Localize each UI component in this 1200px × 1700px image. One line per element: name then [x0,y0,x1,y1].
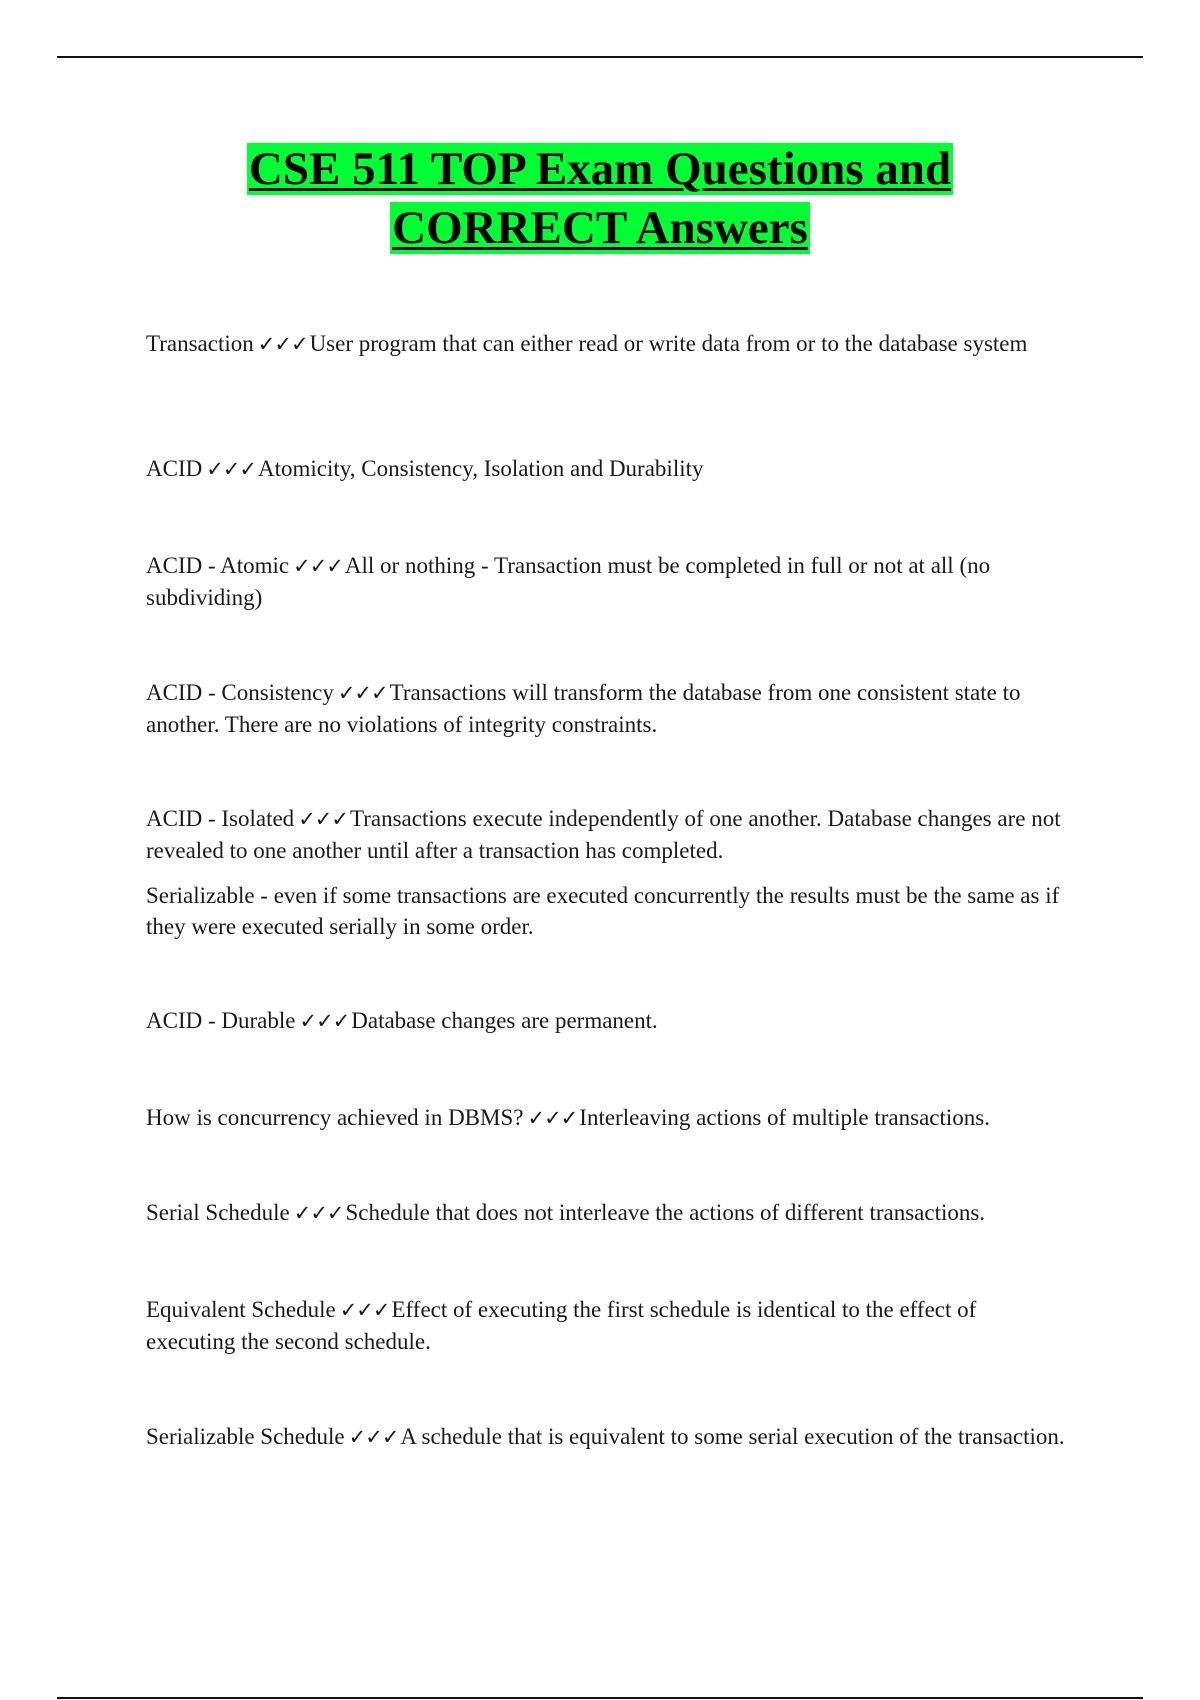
qa-item-acid-consistency [146,677,1066,740]
qa-item-transaction [146,328,1066,360]
qa-answer: User program that can either read or write data from or to the database system [309,331,1028,356]
qa-item-acid-durable [146,1005,1066,1037]
page-title [0,140,1200,258]
top-rule [57,56,1143,58]
qa-answer: Interleaving actions of multiple transactions. [579,1105,990,1130]
qa-term: Transaction [146,331,254,356]
qa-term: ACID - Atomic [146,553,290,578]
check-marks-icon: ✓✓✓ [293,1201,344,1225]
qa-term: ACID [146,456,203,481]
qa-term: ACID - Consistency [146,680,334,705]
qa-item-serial-schedule [146,1197,1066,1229]
qa-item-acid-isolated [146,803,1066,866]
qa-item-concurrency [146,1102,1066,1134]
qa-answer: Transactions will transform the database from one consistent state to another. There are no violations of integrity constraints. [146,680,1021,737]
qa-item-equivalent-schedule [146,1294,1066,1357]
check-marks-icon: ✓✓✓ [339,1298,390,1322]
qa-answer: All or nothing - Transaction must be completed in full or not at all (no subdividing) [146,553,991,610]
qa-answer: Atomicity, Consistency, Isolation and Durability [258,456,704,481]
bottom-rule [57,1697,1143,1699]
qa-answer: Effect of executing the first schedule is identical to the effect of executing the second schedule. [146,1297,977,1354]
qa-answer: Transactions execute independently of one another. Database changes are not revealed to one another until after a transaction has completed. [146,806,1061,863]
qa-item-acid-atomic [146,550,1066,613]
check-marks-icon: ✓✓✓ [348,1425,399,1449]
check-marks-icon: ✓✓✓ [293,554,343,578]
qa-term: Serial Schedule [146,1200,290,1225]
qa-term: Equivalent Schedule [146,1297,336,1322]
qa-term: How is concurrency achieved in DBMS? [146,1105,524,1130]
qa-answer: Database changes are permanent. [351,1008,658,1033]
check-marks-icon: ✓✓✓ [527,1106,578,1130]
check-marks-icon: ✓✓✓ [298,807,348,831]
qa-term: Serializable Schedule [146,1424,345,1449]
check-marks-icon: ✓✓✓ [337,681,388,705]
check-marks-icon: ✓✓✓ [206,457,257,481]
qa-answer: Schedule that does not interleave the actions of different transactions. [345,1200,986,1225]
qa-term: ACID - Isolated [146,806,295,831]
qa-term: ACID - Durable [146,1008,296,1033]
check-marks-icon: ✓✓✓ [299,1009,350,1033]
qa-answer: A schedule that is equivalent to some serial execution of the transaction. [400,1424,1065,1449]
check-marks-icon: ✓✓✓ [257,332,308,356]
title-line-2: CORRECT Answers [392,202,808,254]
title-line-1: CSE 511 TOP Exam Questions and [248,143,952,195]
serializable-note: Serializable - even if some transactions are executed concurrently the results must be the same as if they were executed serially in some order. [146,883,1060,939]
qa-item-acid [146,453,1066,485]
qa-item-serializable-schedule [146,1421,1066,1453]
